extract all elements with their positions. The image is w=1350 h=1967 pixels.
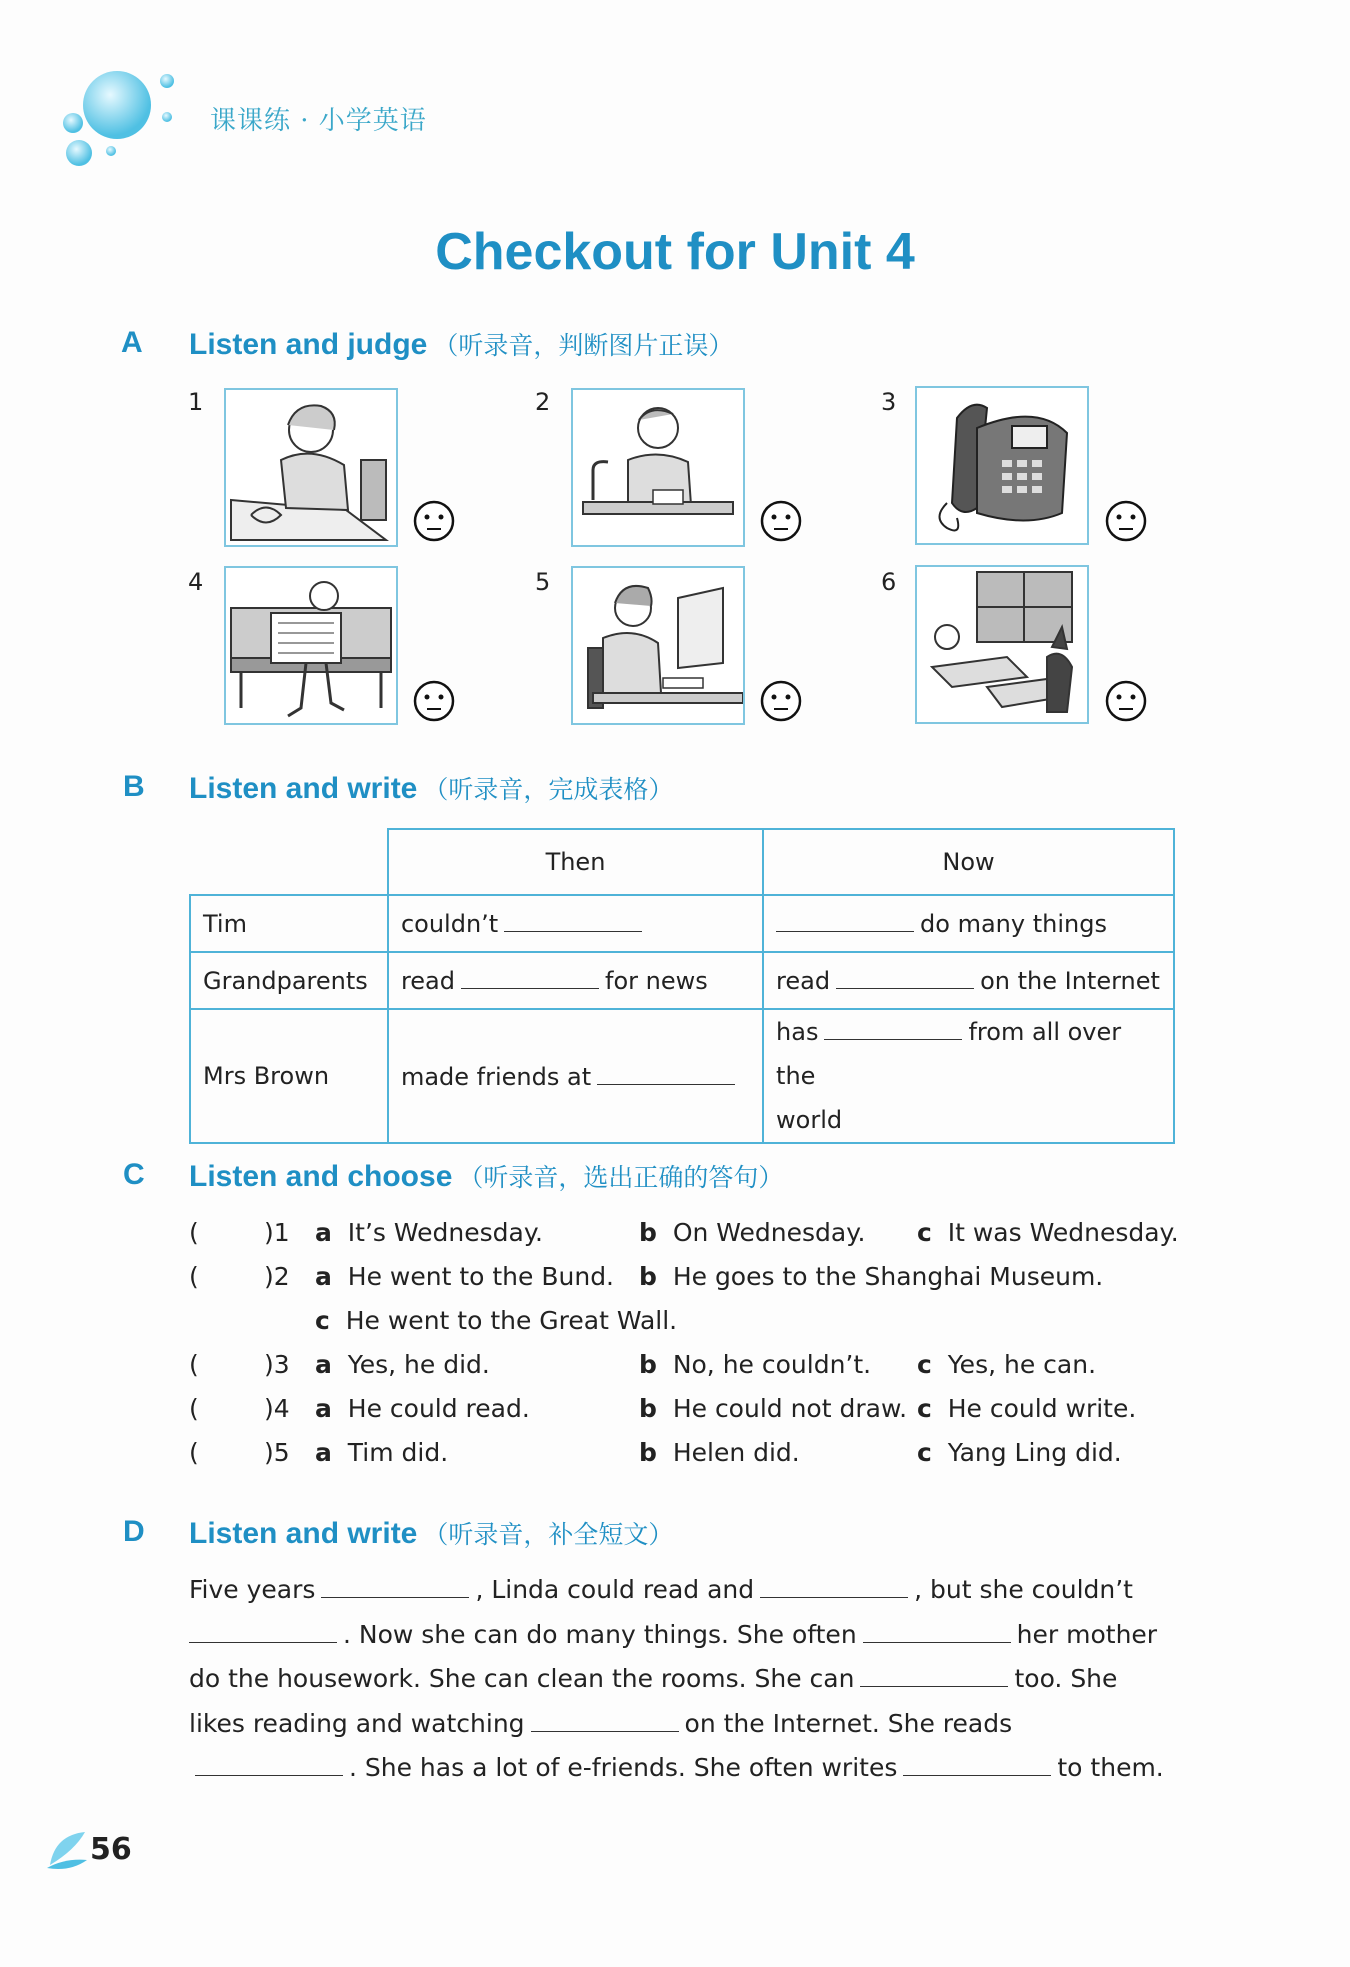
picture-2 [571,388,745,547]
section-b-title [189,770,673,806]
option-letter: b [639,1438,657,1467]
option-text: It was Wednesday. [947,1218,1179,1247]
question-number: )3 [264,1350,290,1379]
then-cell [388,952,763,1009]
passage-text: her mother do the housework. She can clean the rooms. She can [189,1619,1158,1693]
telephone-icon [917,388,1087,543]
answer-blank[interactable] [597,1062,735,1085]
bubbles-decoration-icon [55,55,185,175]
passage-text: , Linda could read and [475,1575,755,1604]
option-c[interactable] [917,1218,1179,1247]
section-b-subtitle: （听录音，完成表格） [423,775,674,804]
section-d-title [189,1515,673,1551]
cell-text: read [776,967,831,995]
option-letter: c [917,1218,932,1247]
cell-text: from all over the [776,1018,1122,1090]
item-number: 4 [188,568,204,596]
section-c-title-text: Listen and choose [189,1160,453,1193]
cell-text: do many things [920,910,1107,938]
picture-1 [224,388,398,547]
option-letter: a [315,1394,332,1423]
option-letter: a [315,1350,332,1379]
answer-blank[interactable] [824,1017,962,1040]
section-a-title [189,326,733,362]
option-text: Yang Ling did. [947,1438,1122,1467]
man-writing-letter-icon [573,390,743,545]
section-c-subtitle: （听录音，选出正确的答句） [458,1163,784,1192]
now-cell [763,895,1174,952]
option-text: No, he couldn’t. [672,1350,872,1379]
option-a[interactable] [315,1262,614,1291]
option-b[interactable] [639,1262,1103,1291]
option-text: Tim did. [347,1438,449,1467]
option-a[interactable] [315,1394,530,1423]
option-b[interactable] [639,1218,865,1247]
option-text: He went to the Bund. [347,1262,615,1291]
cell-text: made friends at [400,1062,592,1091]
answer-paren[interactable]: ( [189,1218,199,1247]
option-c[interactable] [315,1306,677,1335]
cell-text: world [776,1106,843,1134]
passage-text: , but she couldn’t [914,1575,1133,1604]
option-letter: b [639,1350,657,1379]
item-number: 2 [535,388,551,416]
then-cell [388,1009,763,1143]
row-name: Grandparents [190,952,388,1009]
table-corner [190,829,388,895]
page-title: Checkout for Unit 4 [435,223,915,281]
option-c[interactable] [917,1438,1122,1467]
section-b-title-text: Listen and write [189,772,418,805]
section-a-letter: A [121,326,143,359]
cell-text: read [400,967,455,995]
option-letter: c [917,1394,932,1423]
answer-blank[interactable] [461,966,599,989]
table-row [190,1009,1174,1143]
row-name: Tim [190,895,388,952]
cell-text: for news [605,967,708,995]
option-letter: c [917,1438,932,1467]
page-number: 56 [90,1832,132,1867]
option-a[interactable] [315,1438,448,1467]
answer-paren[interactable]: ( [189,1262,199,1291]
picture-4 [224,566,398,725]
then-now-table [189,828,1175,1144]
section-a-title-text: Listen and judge [189,328,428,361]
table-row [190,895,1174,952]
answer-blank[interactable] [776,909,914,932]
answer-blank[interactable] [860,1664,1008,1687]
option-text: He could read. [347,1394,530,1423]
passage-text: on the Internet. She reads [684,1708,1013,1738]
classroom-animals-icon [917,567,1087,722]
option-text: Yes, he did. [347,1350,490,1379]
then-cell [388,895,763,952]
option-text: He goes to the Shanghai Museum. [672,1262,1104,1291]
section-c-letter: C [123,1158,145,1191]
face-icon[interactable] [760,680,802,722]
column-header: Now [763,829,1174,895]
option-c[interactable] [917,1350,1096,1379]
item-number: 3 [881,388,897,416]
passage-text: to them. [1057,1753,1164,1782]
option-b[interactable] [639,1438,800,1467]
option-a[interactable] [315,1350,490,1379]
table-row [190,952,1174,1009]
option-text: On Wednesday. [672,1218,866,1247]
section-d-title-text: Listen and write [189,1517,418,1550]
face-icon[interactable] [1105,500,1147,542]
answer-blank[interactable] [863,1620,1011,1643]
section-c-title [189,1158,783,1194]
passage-text: too. She likes reading and watching [189,1664,1118,1738]
option-text: He went to the Great Wall. [345,1306,678,1335]
option-letter: c [315,1306,330,1335]
answer-paren[interactable]: ( [189,1394,199,1423]
picture-3 [915,386,1089,545]
face-icon[interactable] [760,500,802,542]
item-number: 6 [881,568,897,596]
question-number: )5 [264,1438,290,1467]
option-text: It’s Wednesday. [347,1218,543,1247]
answer-blank[interactable] [760,1575,908,1598]
answer-blank[interactable] [903,1753,1051,1776]
question-number: )4 [264,1394,290,1423]
passage-text: . Now she can do many things. She often [343,1619,857,1649]
leaf-decoration-icon [45,1830,90,1870]
answer-blank[interactable] [531,1709,679,1732]
section-d-letter: D [123,1515,145,1548]
row-name: Mrs Brown [190,1009,388,1143]
answer-paren[interactable]: ( [189,1350,199,1379]
series-title: 课课练 · 小学英语 [210,106,427,136]
section-a-subtitle: （听录音，判断图片正误） [433,331,734,360]
option-b[interactable] [639,1350,871,1379]
option-letter: b [639,1394,657,1423]
option-letter: a [315,1218,332,1247]
option-letter: b [639,1262,657,1291]
man-reading-newspaper-icon [226,568,396,723]
now-cell [763,1009,1174,1143]
answer-blank[interactable] [195,1753,343,1776]
face-icon[interactable] [413,500,455,542]
option-letter: b [639,1218,657,1247]
column-header: Then [388,829,763,895]
now-cell [763,952,1174,1009]
answer-blank[interactable] [836,966,974,989]
answer-paren[interactable]: ( [189,1438,199,1467]
option-letter: c [917,1350,932,1379]
table-header-row [190,829,1174,895]
option-a[interactable] [315,1218,543,1247]
option-c[interactable] [917,1394,1136,1423]
answer-blank[interactable] [321,1575,469,1598]
question-number: )2 [264,1262,290,1291]
picture-5 [571,566,745,725]
option-text: He could not draw. [672,1394,908,1423]
option-text: Helen did. [672,1438,800,1467]
face-icon[interactable] [1105,680,1147,722]
option-letter: a [315,1438,332,1467]
answer-blank[interactable] [189,1620,337,1643]
item-number: 5 [535,568,551,596]
section-b-letter: B [123,770,145,803]
option-letter: a [315,1262,332,1291]
question-number: )1 [264,1218,290,1247]
face-icon[interactable] [413,680,455,722]
cell-text: has [776,1018,819,1046]
cell-text: couldn’t [400,910,499,938]
cloze-passage [189,1568,1169,1791]
item-number: 1 [188,388,204,416]
option-b[interactable] [639,1394,907,1423]
cell-text: on the Internet [980,967,1160,995]
section-d-subtitle: （听录音，补全短文） [423,1520,674,1549]
option-text: Yes, he can. [947,1350,1097,1379]
option-text: He could write. [947,1394,1137,1423]
passage-text: Five years [189,1575,316,1604]
woman-computer-icon [573,568,743,723]
boy-drawing-icon [226,390,396,545]
passage-text: . She has a lot of e-friends. She often writes [349,1753,898,1782]
picture-6 [915,565,1089,724]
answer-blank[interactable] [504,909,642,932]
